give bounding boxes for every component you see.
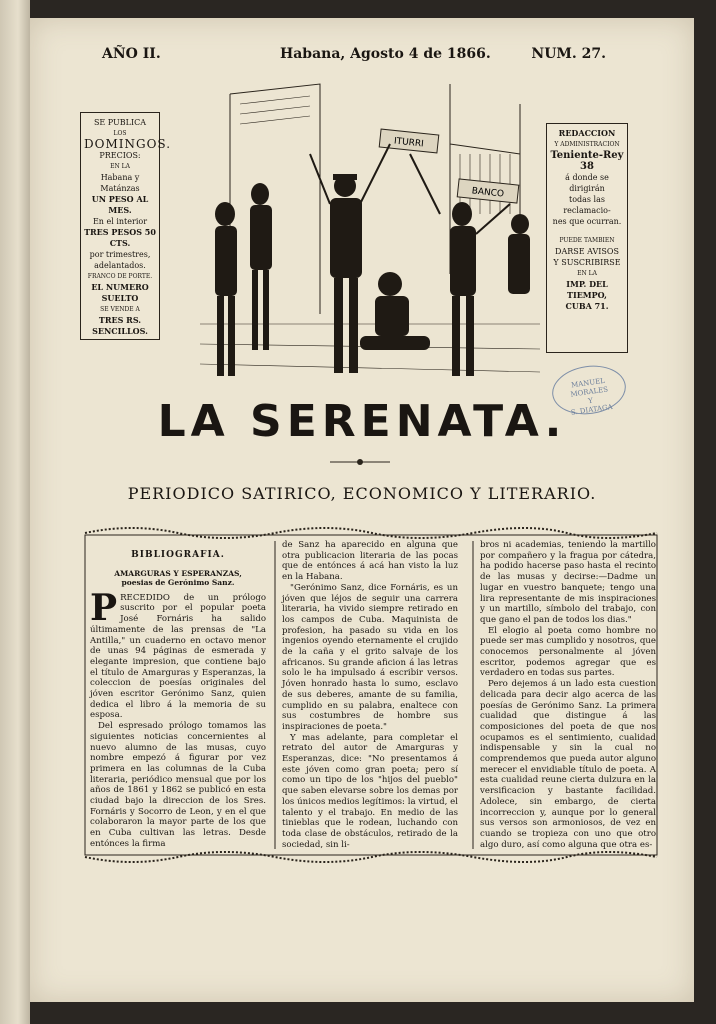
box-line: EN LA [577, 270, 597, 277]
paragraph: RECEDIDO de un prólogo suscrito por el popular poeta José Fornáris ha salido últimamente de las prensas de "La Antilla," un cuaderno en octavo menor de unas 94 páginas de esmerada y elegante impresion, que contiene bajo el título de Amarguras y Esperanzas, la coleccion de poesías originales del jóven escritor Gerónimo Sanz, quien dedica el libro á la memoria de su esposa. [90, 592, 266, 721]
stamp-line: Y [587, 396, 594, 406]
shop-sign-1: ITURRI [393, 136, 425, 150]
box-line: PUEDE TAMBIEN [559, 237, 615, 244]
stamp-line: S. DIATAGA [570, 402, 614, 417]
serenade-illustration [200, 74, 540, 394]
column-3 [480, 540, 656, 850]
box-line: todas las reclamacio- [563, 195, 611, 215]
title-ornament [330, 458, 390, 466]
dropcap-letter: P [90, 586, 118, 629]
box-line: SE PUBLICA [93, 118, 147, 127]
column-1 [90, 540, 266, 850]
box-line: SE VENDE A [100, 306, 140, 313]
subscription-box [80, 112, 172, 340]
paragraph: "Gerónimo Sanz, dice Fornáris, es un jóven que léjos de seguir una carrera literaria, ha vivido siempre retirado en los campos de Cuba. Maquinista de profesion, ha pasado su vida en los ingenios oyendo eternamente el crujido de la caña y el grito salvaje de los africanos. Su grande aficion á las letras solo le ha impulsado á escribir versos. Jóven honrado hasta lo sumo, esclavo de sus deberes, amante de su familia, cumplido en su palabra, enaltece con sus costumbres de hombre sus inspiraciones de poeta." [282, 582, 458, 732]
editorial-office-box [546, 123, 628, 353]
box-line: PRECIOS: [99, 151, 141, 160]
section-heading: BIBLIOGRAFIA. [131, 550, 225, 560]
box-line: por trimestres, adelantados. [89, 250, 151, 270]
paragraph: de Sanz ha aparecido en alguna que otra publicacion literaria de las pocas que de entónces á acá han visto la luz en la Habana. [282, 540, 458, 583]
box-line: DOMINGOS. [84, 137, 172, 151]
box-line: TRES RS. SENCILLOS. [92, 315, 148, 336]
newspaper-title: LA SERENATA. [157, 396, 567, 447]
box-line: En el interior [92, 217, 148, 226]
box-line: CUBA 71. [565, 301, 609, 311]
box-line: Teniente-Rey 38 [550, 150, 624, 172]
box-line: TRES PESOS 50 CTS. [84, 227, 156, 248]
issue-number: NUM. 27. [531, 46, 606, 62]
box-line: REDACCION [558, 128, 616, 138]
paragraph: El elogio al poeta como hombre no puede ser mas cumplido y nosotros, que conocemos personalmente al jóven escritor, podemos agregar que es verdadero en todas sus partes. [480, 625, 656, 679]
box-line: FRANCO DE PORTE. [87, 273, 153, 280]
box-line: á donde se dirigirán [565, 173, 609, 193]
stamp-line: MANUEL MORALES [569, 376, 609, 399]
box-line: EN LA [110, 163, 130, 170]
box-line: Y SUSCRIBIRSE [553, 258, 621, 267]
dateline: Habana, Agosto 4 de 1866. [280, 46, 491, 62]
column-2 [282, 540, 458, 850]
box-line: nes que ocurran. [552, 217, 622, 226]
shop-sign-2: BANCO [471, 186, 505, 200]
newspaper-subtitle: PERIODICO SATIRICO, ECONOMICO Y LITERARIO. [127, 484, 597, 503]
article-title [90, 569, 266, 587]
article-area [82, 526, 660, 868]
box-line: LOS [113, 130, 127, 137]
box-line: Y ADMINISTRACION [554, 141, 620, 148]
paragraph: Y mas adelante, para completar el retrato del autor de Amarguras y Esperanzas, dice: "No presentamos á este jóven como gran poeta; pero sí como un tipo de los "hijos del pueblo" que saben elevarse sobre los demas por los únicos medios legítimos: la virtud, el talento y el trabajo. En medio de las tinieblas que le rodean, luchando con toda clase de obstáculos, retirado de la sociedad, sin li- [282, 732, 458, 850]
box-line: DARSE AVISOS [555, 247, 619, 256]
left-page-edge [0, 0, 30, 1024]
paragraph: Del espresado prólogo tomamos las siguientes noticias concernientes al nuevo alumno de las musas, cuyo nombre empezó á figurar por vez primera en las columnas de la Cuba literaria, periódico mensual que por los años de 1861 y 1862 se publicó en esta ciudad bajo la direccion de los Sres. Fornáris y Socorro de Leon, y en el que colaboraron la mayor parte de los que en Cuba cultivan las letras. Desde entónces la firma [90, 721, 266, 849]
article-title-line: AMARGURAS Y ESPERANZAS, [114, 568, 242, 578]
article-subtitle-line: poesias de Gerónimo Sanz. [121, 577, 235, 587]
paragraph: bros ni academias, teniendo la martillo por compañero y la fragua por cátedra, ha podido hacerse paso hasta el recinto de las musas y decirse:—Dadme un lugar en vuestro banquete; tengo una lira representante de mis inspiraciones y un martillo, símbolo del trabajo, con que gano el pan de todos los dias." [480, 540, 656, 625]
box-line: IMP. DEL TIEMPO, [566, 279, 608, 300]
box-line: EL NUMERO SUELTO [91, 282, 149, 303]
box-line: Habana y Matánzas [100, 173, 140, 193]
box-line: UN PESO AL MES. [91, 194, 149, 215]
newspaper-page [30, 18, 694, 1002]
paragraph: Pero dejemos á un lado esta cuestion delicada para decir algo acerca de las poesías de Gerónimo Sanz. La primera cualidad que distingue á las composiciones del poeta de que nos ocupamos es el sentimiento, cualidad indispensable y sin la cual no comprendemos que pueda autor alguno merecer el envidiable título de poeta. A esta cualidad reune cierta dulzura en la versificacion y bastante facilidad. Adolece, sin embargo, de cierta incorreccion y, aunque por lo general sus versos son armoniosos, de vez en cuando se tropieza con uno que otro algo duro, así como alguna que otra es- [480, 679, 656, 850]
year-label: AÑO II. [102, 46, 161, 62]
